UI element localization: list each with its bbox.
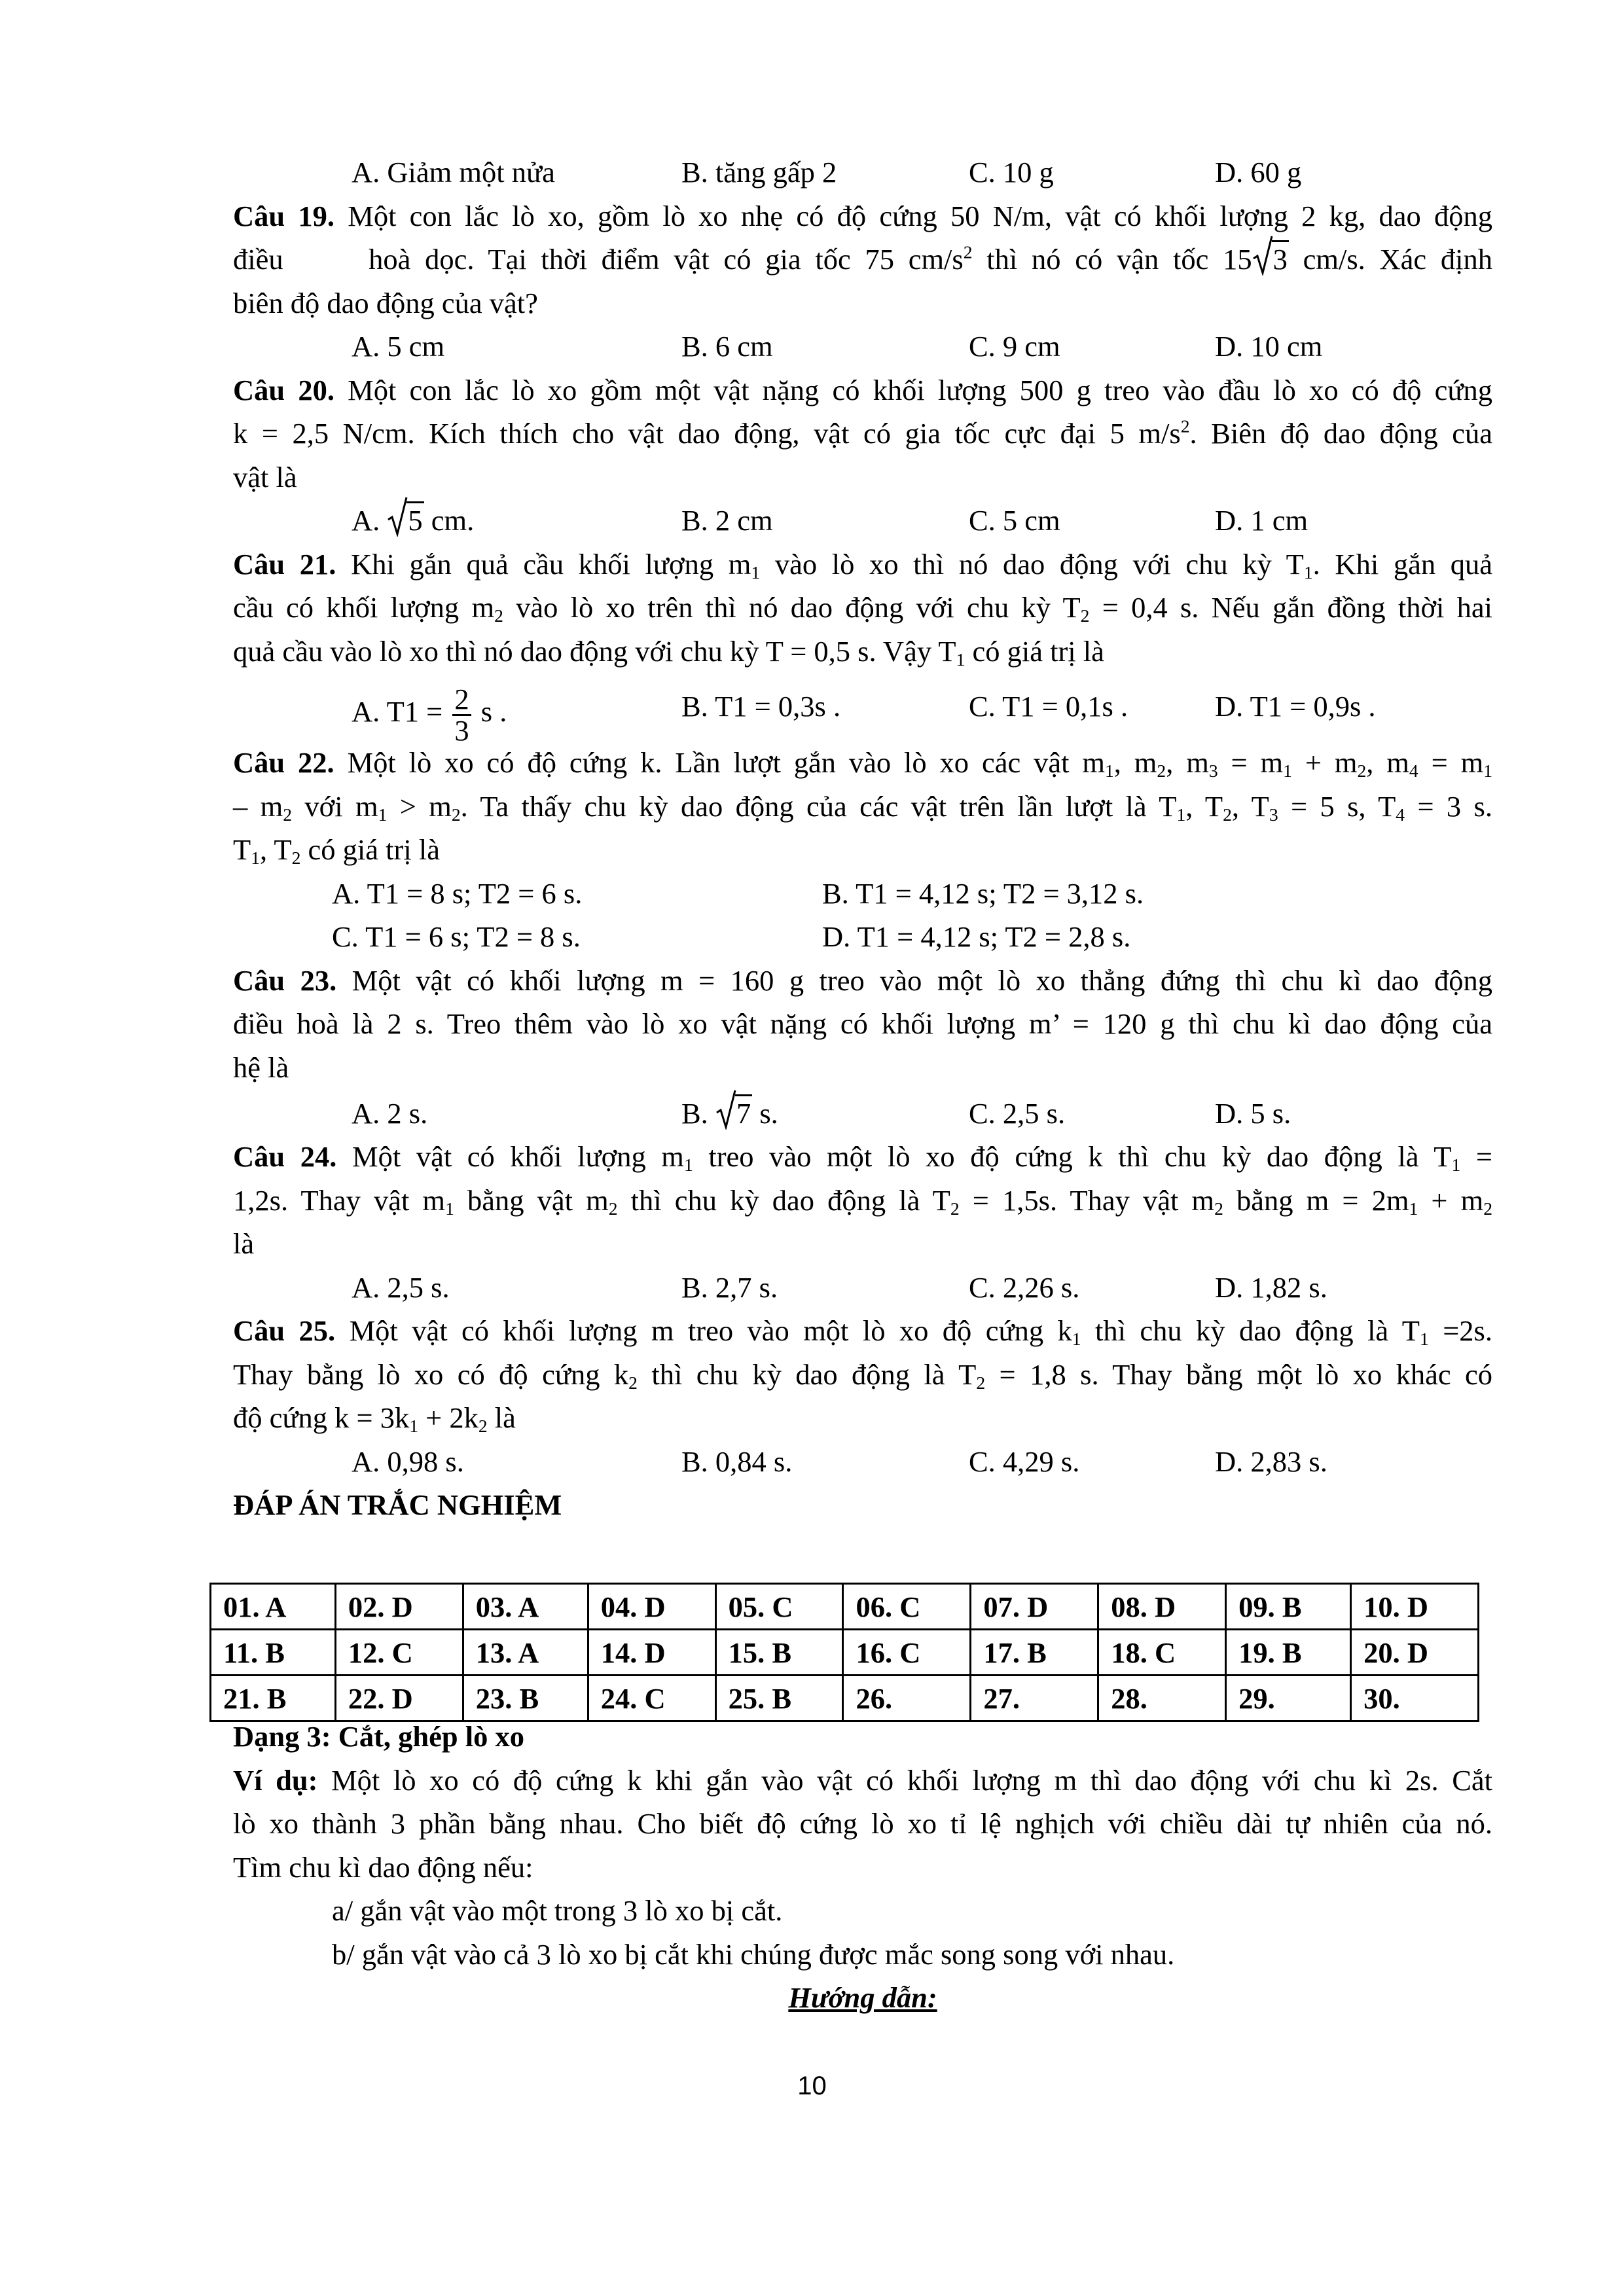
q21-option-b: B. T1 = 0,3s . [681, 690, 841, 723]
q22-options-row-1 [233, 872, 1492, 916]
q23-line-2: điều hoà là 2 s. Treo thêm vào lò xo vật nặng có khối lượng m’ = 120 g thì chu kì dao động của [233, 1007, 1492, 1040]
q20-option-a [352, 499, 474, 543]
q21-option-d: D. T1 = 0,9s . [1215, 690, 1376, 723]
q19-option-d: D. 10 cm [1215, 330, 1323, 363]
question-text: , T [1185, 789, 1223, 823]
subscript: 1 [1104, 760, 1114, 781]
option-text: s. [752, 1097, 778, 1130]
answer-cell: 06. C [843, 1584, 971, 1630]
q25-line-3 [233, 1396, 1492, 1440]
subscript: 2 [976, 1372, 986, 1393]
subscript: 2 [1357, 760, 1367, 781]
example-item-b: b/ gắn vật vào cả 3 lò xo bị cắt khi chúng được mắc song song với nhau. [332, 1937, 1175, 1971]
section-cut-springs [233, 1715, 1492, 2020]
question-text: với m [292, 789, 378, 823]
subscript: 1 [751, 562, 761, 583]
q23-line-3: hệ là [233, 1050, 289, 1084]
example-item-a: a/ gắn vật vào một trong 3 lò xo bị cắt. [332, 1894, 783, 1927]
answer-cell: 05. C [715, 1584, 843, 1630]
q23-option-c: C. 2,5 s. [969, 1097, 1066, 1130]
question-text: điều [233, 243, 283, 276]
document-page [233, 151, 1492, 1527]
superscript: 2 [1180, 416, 1190, 437]
answer-cell: 29. [1226, 1676, 1351, 1721]
answer-cell: 08. D [1098, 1584, 1226, 1630]
answer-cell: 04. D [588, 1584, 715, 1630]
q24-options [233, 1266, 1492, 1310]
q22-line-1 [233, 741, 1492, 785]
q19-line-2 [233, 238, 1492, 281]
answer-cell: 09. B [1226, 1584, 1351, 1630]
example-line-3: Tìm chu kì dao động nếu: [233, 1850, 533, 1884]
question-text: Một vật có khối lượng m [352, 1140, 684, 1173]
q23-option-d: D. 5 s. [1215, 1097, 1291, 1130]
subscript: 1 [1419, 1328, 1429, 1349]
question-text: thì chu kỳ dao động là T [617, 1183, 950, 1217]
answer-cell: 02. D [335, 1584, 463, 1630]
q25-options [233, 1440, 1492, 1484]
option-text: s . [473, 695, 507, 728]
q24-line-3: là [233, 1227, 255, 1260]
question-text: bằng vật m [454, 1183, 609, 1217]
question-text: = 0,4 s. Nếu gắn đồng thời hai [1089, 591, 1492, 624]
q22-options-row-2 [233, 915, 1492, 959]
subscript: 2 [1214, 1198, 1223, 1219]
q18-option-d: D. 60 g [1215, 156, 1302, 188]
subscript: 2 [494, 605, 503, 626]
question-text: treo vào một lò xo độ cứng k thì chu kỳ dao động là T [693, 1140, 1452, 1173]
q19-option-b: B. 6 cm [681, 330, 773, 363]
subscript: 1 [378, 804, 388, 825]
question-text: > m [387, 789, 452, 823]
question-text: , m [1166, 746, 1209, 779]
q20-option-c: C. 5 cm [969, 504, 1060, 537]
question-text: = 1,5s. Thay vật m [959, 1183, 1215, 1217]
question-text: Một vật có khối lượng m treo vào một lò xo độ cứng k [349, 1314, 1072, 1347]
option-text: A. [352, 504, 388, 537]
question-label: Câu 24. [233, 1140, 337, 1173]
question-text: + m [1291, 746, 1358, 779]
table-row [211, 1676, 1479, 1721]
fraction [452, 685, 471, 745]
q21-line-1 [233, 543, 1492, 586]
q21-options [233, 673, 1492, 747]
superscript: 2 [963, 242, 973, 262]
question-text: . Ta thấy chu kỳ dao động của các vật trên lần lượt là T [460, 789, 1177, 823]
question-text: độ cứng k = 3k [233, 1401, 410, 1434]
question-label: Câu 20. [233, 373, 334, 406]
answer-cell: 18. C [1098, 1630, 1226, 1676]
subscript: 3 [1208, 760, 1218, 781]
question-text: + 2k [418, 1401, 478, 1434]
guide-heading: Hướng dẫn: [788, 1981, 937, 2014]
question-text: =2s. [1428, 1314, 1492, 1347]
question-text: thì chu kỳ dao động là T [637, 1357, 977, 1391]
question-text: . Khi gắn quả [1312, 547, 1493, 581]
question-text: T [233, 833, 251, 866]
q20-line-2 [233, 412, 1492, 456]
q23-line-1 [233, 959, 1492, 1003]
q22-option-b: B. T1 = 4,12 s; T2 = 3,12 s. [822, 876, 1144, 910]
answer-cell: 19. B [1226, 1630, 1351, 1676]
q19-option-c: C. 9 cm [969, 330, 1060, 363]
question-text: = m [1418, 746, 1484, 779]
question-text: Thay bằng lò xo có độ cứng k [233, 1357, 629, 1391]
question-text: thì nó có vận tốc 15 [972, 243, 1252, 276]
answer-cell: 13. A [463, 1630, 588, 1676]
q25-option-a: A. 0,98 s. [352, 1444, 464, 1478]
question-text: thì chu kỳ dao động là T [1081, 1314, 1420, 1347]
question-text: . Biên độ dao động của [1189, 417, 1492, 450]
answer-cell: 11. B [211, 1630, 336, 1676]
q20-line-3: vật là [233, 460, 297, 493]
question-text: = [1460, 1140, 1492, 1173]
subscript: 1 [445, 1198, 454, 1219]
subscript: 2 [283, 804, 293, 825]
question-text: vào lò xo trên thì nó dao động với chu kỳ T [503, 591, 1081, 624]
table-row [211, 1630, 1479, 1676]
answer-cell: 22. D [335, 1676, 463, 1721]
q22-option-d: D. T1 = 4,12 s; T2 = 2,8 s. [822, 920, 1131, 953]
answer-cell: 17. B [971, 1630, 1098, 1676]
subscript: 2 [608, 1198, 618, 1219]
question-text: quả cầu vào lò xo thì nó dao động với chu kỳ T = 0,5 s. Vậy T [233, 634, 956, 668]
answer-cell: 28. [1098, 1676, 1226, 1721]
subscript: 1 [1409, 1198, 1418, 1219]
question-text: Một con lắc lò xo, gồm lò xo nhẹ có độ cứng 50 N/m, vật có khối lượng 2 kg, dao động [348, 199, 1493, 232]
q22-option-c: C. T1 = 6 s; T2 = 8 s. [332, 920, 581, 953]
sqrt-symbol [387, 499, 424, 543]
subscript: 2 [291, 847, 301, 868]
q25-option-c: C. 4,29 s. [969, 1444, 1080, 1478]
question-label: Câu 25. [233, 1314, 336, 1347]
question-label: Câu 23. [233, 963, 337, 997]
question-text: hoà dọc. Tại thời điểm vật có gia tốc 75 cm/s [369, 243, 964, 276]
subscript: 1 [956, 649, 965, 670]
question-text: = 1,8 s. Thay bằng một lò xo khác có [985, 1357, 1492, 1391]
answer-cell: 03. A [463, 1584, 588, 1630]
answer-heading: ĐÁP ÁN TRẮC NGHIỆM [233, 1488, 562, 1521]
subscript: 4 [1396, 804, 1405, 825]
page-number: 10 [797, 2072, 827, 2100]
question-text: , T [1231, 789, 1269, 823]
example-line-2: lò xo thành 3 phần bằng nhau. Cho biết độ cứng lò xo tỉ lệ nghịch với chiều dài tự nhiên của nó. [233, 1807, 1492, 1840]
answer-cell: 24. C [588, 1676, 715, 1721]
q18-option-c: C. 10 g [969, 156, 1054, 188]
question-text: , m [1113, 746, 1157, 779]
question-text: , T [259, 833, 292, 866]
subscript: 1 [1483, 760, 1493, 781]
subscript: 2 [1223, 804, 1232, 825]
question-text: Khi gắn quả cầu khối lượng m [351, 547, 751, 581]
section-heading: Dạng 3: Cắt, ghép lò xo [233, 1720, 525, 1753]
sqrt-symbol [1252, 238, 1289, 281]
q20-line-1 [233, 368, 1492, 412]
fraction-denominator: 3 [454, 713, 469, 747]
question-text: – m [233, 789, 283, 823]
q21-line-3 [233, 630, 1492, 673]
q25-option-b: B. 0,84 s. [681, 1444, 793, 1478]
question-text: có giá trị là [965, 634, 1104, 668]
question-text: = m [1218, 746, 1284, 779]
subscript: 2 [1483, 1198, 1492, 1219]
example-line-1 [233, 1759, 1492, 1803]
q25-line-2 [233, 1353, 1492, 1397]
question-label: Câu 19. [233, 199, 334, 232]
subscript: 1 [683, 1154, 693, 1175]
subscript: 1 [1283, 760, 1292, 781]
question-text: vào lò xo thì nó dao động với chu kỳ T [760, 547, 1304, 581]
example-label: Ví dụ: [233, 1763, 318, 1797]
question-text: = 5 s, T [1278, 789, 1396, 823]
answer-cell: 26. [843, 1676, 971, 1721]
q18-option-a: A. Giảm một nửa [352, 156, 555, 188]
question-text: có giá trị là [300, 833, 440, 866]
question-text: Một lò xo có độ cứng k. Lần lượt gắn vào lò xo các vật m [347, 746, 1105, 779]
answer-cell: 07. D [971, 1584, 1098, 1630]
option-text: B. [681, 1097, 715, 1130]
question-label: Câu 22. [233, 746, 334, 779]
sqrt-content: 7 [735, 1094, 752, 1131]
q23-options [233, 1089, 1492, 1135]
subscript: 1 [251, 847, 260, 868]
subscript: 1 [1451, 1154, 1461, 1175]
q18-option-b: B. tăng gấp 2 [681, 156, 837, 188]
sqrt-symbol [715, 1092, 752, 1136]
q22-line-2 [233, 785, 1492, 829]
q23-option-b [681, 1092, 778, 1136]
subscript: 2 [451, 804, 461, 825]
question-text: là [487, 1401, 516, 1434]
sqrt-content: 5 [406, 501, 424, 538]
question-text: cầu có khối lượng m [233, 591, 495, 624]
fraction-numerator: 2 [452, 685, 471, 716]
question-text: bằng m = 2m [1223, 1183, 1409, 1217]
answer-cell: 16. C [843, 1630, 971, 1676]
subscript: 2 [478, 1415, 488, 1436]
table-row [211, 1584, 1479, 1630]
q25-line-1 [233, 1309, 1492, 1353]
q20-options [233, 499, 1492, 543]
q21-option-a [352, 685, 507, 745]
subscript: 2 [628, 1372, 638, 1393]
question-text: , m [1366, 746, 1409, 779]
q21-option-c: C. T1 = 0,1s . [969, 690, 1128, 723]
q24-line-2 [233, 1179, 1492, 1223]
answer-cell: 12. C [335, 1630, 463, 1676]
sqrt-content: 3 [1272, 240, 1289, 277]
subscript: 1 [1303, 562, 1313, 583]
subscript: 4 [1409, 760, 1418, 781]
answer-cell: 23. B [463, 1676, 588, 1721]
answer-cell: 20. D [1351, 1630, 1479, 1676]
answer-cell: 25. B [715, 1676, 843, 1721]
q19-line-1 [233, 194, 1492, 238]
subscript: 3 [1269, 804, 1278, 825]
question-text: Một vật có khối lượng m = 160 g treo vào một lò xo thẳng đứng thì chu kì dao động [352, 963, 1492, 997]
q25-option-d: D. 2,83 s. [1215, 1444, 1327, 1478]
option-text: cm. [424, 504, 475, 537]
question-text: = 3 s. [1405, 789, 1492, 823]
subscript: 2 [950, 1198, 960, 1219]
question-text: k = 2,5 N/cm. Kích thích cho vật dao động, vật có gia tốc cực đại 5 m/s [233, 417, 1181, 450]
q24-option-d: D. 1,82 s. [1215, 1270, 1327, 1304]
q22-line-3 [233, 828, 1492, 872]
q19-line-3: biên độ dao động của vật? [233, 286, 538, 319]
q23-option-a: A. 2 s. [352, 1097, 428, 1130]
answer-cell: 15. B [715, 1630, 843, 1676]
question-text: 1,2s. Thay vật m [233, 1183, 446, 1217]
q18-options [233, 151, 1492, 194]
answer-cell: 14. D [588, 1630, 715, 1676]
answer-cell: 01. A [211, 1584, 336, 1630]
subscript: 1 [1176, 804, 1186, 825]
question-text: + m [1418, 1183, 1484, 1217]
answer-cell: 30. [1351, 1676, 1479, 1721]
subscript: 1 [409, 1415, 419, 1436]
q24-option-a: A. 2,5 s. [352, 1270, 450, 1304]
q20-option-b: B. 2 cm [681, 504, 773, 537]
q24-line-1 [233, 1135, 1492, 1179]
q24-option-c: C. 2,26 s. [969, 1270, 1080, 1304]
q20-option-d: D. 1 cm [1215, 504, 1308, 537]
answer-cell: 10. D [1351, 1584, 1479, 1630]
answer-cell: 21. B [211, 1676, 336, 1721]
q19-options [233, 325, 1492, 368]
subscript: 2 [1080, 605, 1090, 626]
question-text: cm/s. Xác định [1288, 243, 1492, 276]
example-text: Một lò xo có độ cứng k khi gắn vào vật có khối lượng m thì dao động với chu kì 2s. Cắt [317, 1763, 1492, 1797]
q24-option-b: B. 2,7 s. [681, 1270, 778, 1304]
subscript: 1 [1072, 1328, 1081, 1349]
q22-option-a: A. T1 = 8 s; T2 = 6 s. [332, 876, 583, 910]
option-text: A. T1 = [352, 695, 450, 728]
answer-cell: 27. [971, 1676, 1098, 1721]
q21-line-2 [233, 586, 1492, 630]
subscript: 2 [1157, 760, 1166, 781]
question-label: Câu 21. [233, 547, 336, 581]
q19-option-a: A. 5 cm [352, 330, 445, 363]
question-text: Một con lắc lò xo gồm một vật nặng có khối lượng 500 g treo vào đầu lò xo có độ cứng [348, 373, 1492, 406]
answer-table [209, 1583, 1479, 1722]
